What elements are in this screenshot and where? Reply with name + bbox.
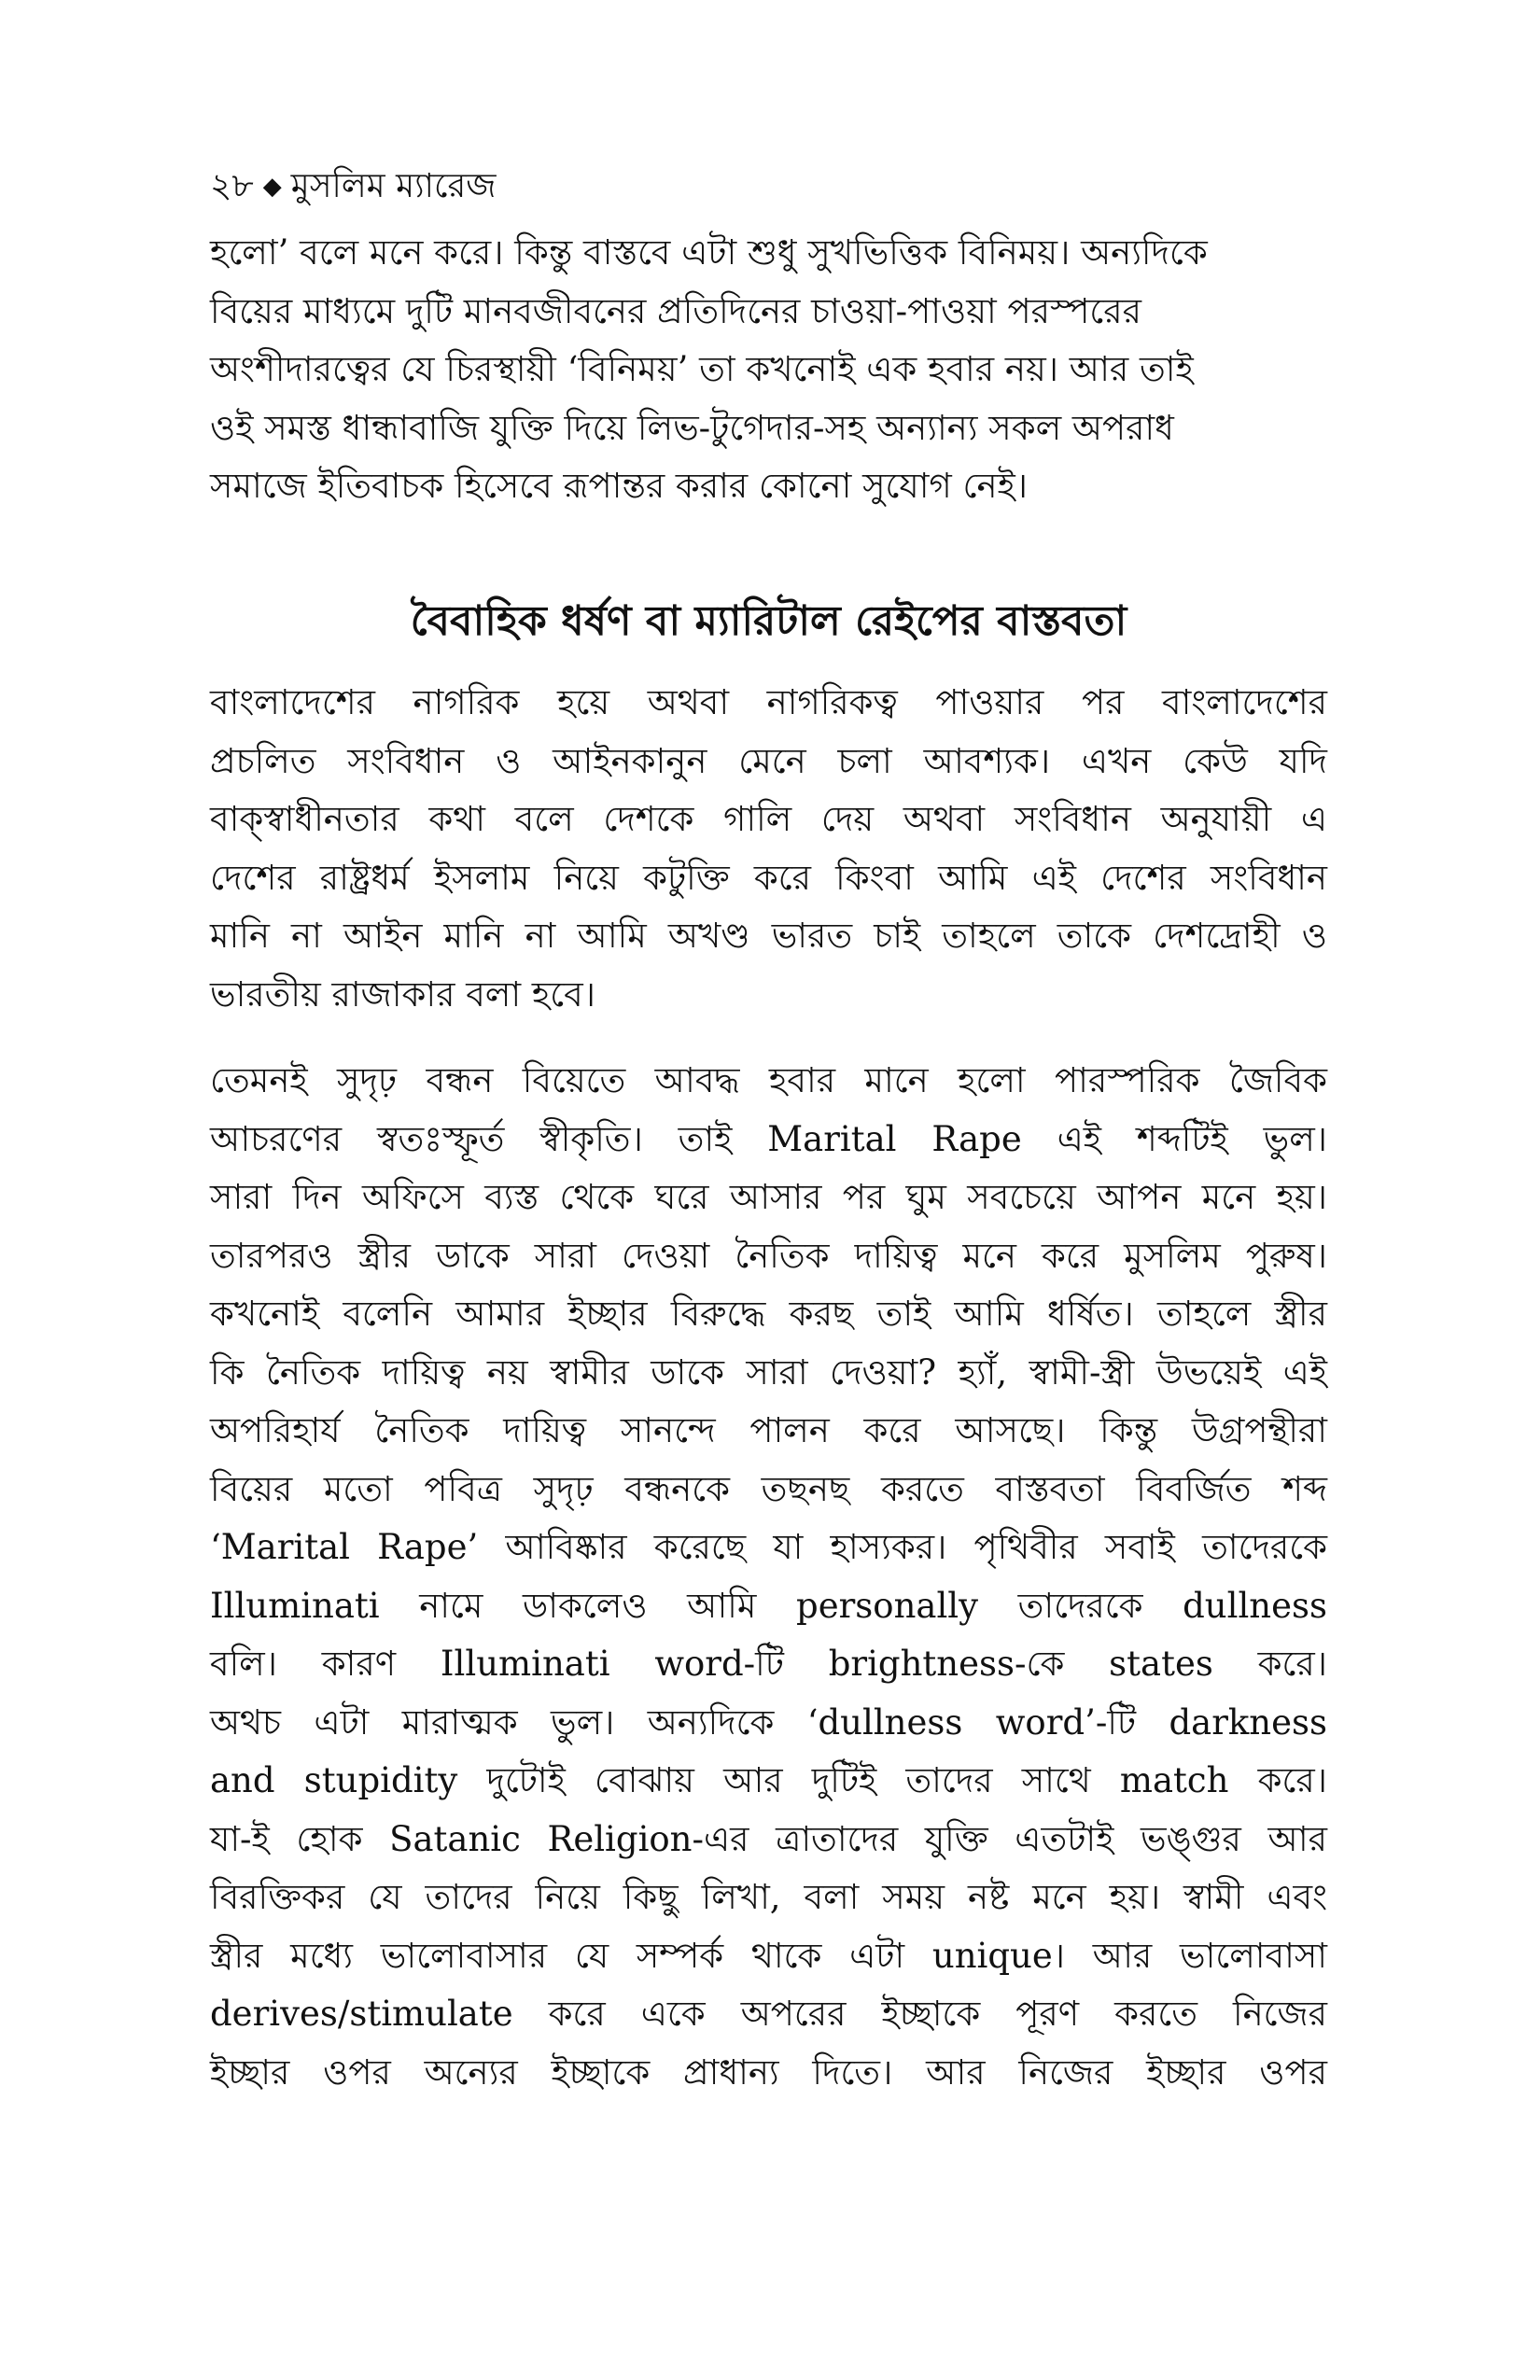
text-line: ওই সমস্ত ধান্ধাবাজি যুক্তি দিয়ে লিভ-টুগেদার-সহ অন্যান্য সকল অপরাধ bbox=[210, 407, 1174, 448]
text-line: মানি না আইন মানি না আমি অখণ্ড ভারত চাই তাহলে তাকে দেশদ্রোহী ও bbox=[210, 916, 1327, 956]
diamond-separator-icon: ◆ bbox=[262, 173, 282, 201]
text-line: তারপরও স্ত্রীর ডাকে সারা দেওয়া নৈতিক দায়িত্ব মনে করে মুসলিম পুরুষ। bbox=[210, 1235, 1327, 1276]
paragraph-3 bbox=[210, 1052, 1327, 2102]
paragraph-text bbox=[210, 674, 1327, 1024]
text-line: দেশের রাষ্ট্রধর্ম ইসলাম নিয়ে কটুক্তি করে কিংবা আমি এই দেশের সংবিধান bbox=[210, 857, 1327, 898]
text-line: ইচ্ছার ওপর অন্যের ইচ্ছাকে প্রাধান্য দিতে। আর নিজের ইচ্ছার ওপর bbox=[210, 2051, 1327, 2093]
text-line: সারা দিন অফিসে ব্যস্ত থেকে ঘরে আসার পর ঘুম সবচেয়ে আপন মনে হয়। bbox=[210, 1177, 1327, 1217]
paragraph-text bbox=[210, 224, 1327, 516]
text-line: বাক্স্বাধীনতার কথা বলে দেশকে গালি দেয় অথবা সংবিধান অনুযায়ী এ bbox=[210, 799, 1327, 839]
text-line: যা-ই হোক Satanic Religion-এর ত্রাতাদের যুক্তি এতটাই ভঙ্গুর আর bbox=[210, 1818, 1327, 1859]
paragraph-text bbox=[210, 1052, 1327, 2102]
text-line: প্রচলিত সংবিধান ও আইনকানুন মেনে চলা আবশ্যক। এখন কেউ যদি bbox=[210, 740, 1327, 781]
text-line: অংশীদারত্বের যে চিরস্থায়ী ‘বিনিময়’ তা কখনোই এক হবার নয়। আর তাই bbox=[210, 349, 1194, 389]
page-number: ২৮ bbox=[210, 167, 254, 205]
text-line-last: সমাজে ইতিবাচক হিসেবে রূপান্তর করার কোনো সুযোগ নেই। bbox=[210, 466, 1029, 506]
text-line: and stupidity দুটোই বোঝায় আর দুটিই তাদের সাথে match করে। bbox=[210, 1760, 1327, 1800]
text-line: তেমনই সুদৃঢ় বন্ধন বিয়েতে আবদ্ধ হবার মানে হলো পারস্পরিক জৈবিক bbox=[210, 1060, 1327, 1100]
text-line: Illuminati নামে ডাকলেও আমি personally তাদেরকে dullness bbox=[210, 1585, 1327, 1626]
text-line: অপরিহার্য নৈতিক দায়িত্ব সানন্দে পালন করে আসছে। কিন্তু উগ্রপন্থীরা bbox=[210, 1410, 1327, 1450]
text-line: কি নৈতিক দায়িত্ব নয় স্বামীর ডাকে সারা দেওয়া? হ্যাঁ, স্বামী-স্ত্রী উভয়েই এই bbox=[210, 1351, 1327, 1393]
running-header bbox=[210, 166, 496, 210]
section-heading: বৈবাহিক ধর্ষণ বা ম্যারিটাল রেইপের বাস্তবতা bbox=[410, 597, 1127, 645]
text-line: ‘Marital Rape’ আবিষ্কার করেছে যা হাস্যকর। পৃথিবীর সবাই তাদেরকে bbox=[210, 1527, 1327, 1567]
text-line: বাংলাদেশের নাগরিক হয়ে অথবা নাগরিকত্ব পাওয়ার পর বাংলাদেশের bbox=[210, 682, 1327, 722]
text-line: স্ত্রীর মধ্যে ভালোবাসার যে সম্পর্ক থাকে এটা unique। আর ভালোবাসা bbox=[210, 1935, 1327, 1976]
text-line: বলি। কারণ Illuminati word-টি brightness-কে states করে। bbox=[210, 1644, 1327, 1684]
text-line: আচরণের স্বতঃস্ফূর্ত স্বীকৃতি। তাই Marital Rape এই শব্দটিই ভুল। bbox=[210, 1118, 1327, 1159]
text-line: অথচ এটা মারাত্মক ভুল। অন্যদিকে ‘dullness word’-টি darkness bbox=[210, 1701, 1327, 1743]
text-line: বিয়ের মাধ্যমে দুটি মানবজীবনের প্রতিদিনের চাওয়া-পাওয়া পরস্পরের bbox=[210, 290, 1141, 331]
paragraph-1 bbox=[210, 224, 1327, 516]
text-line: কখনোই বলেনি আমার ইচ্ছার বিরুদ্ধে করছ তাই আমি ধর্ষিত। তাহলে স্ত্রীর bbox=[210, 1294, 1327, 1334]
text-line-last: ভারতীয় রাজাকার বলা হবে। bbox=[210, 973, 595, 1015]
text-line: হলো’ বলে মনে করে। কিন্তু বাস্তবে এটা শুধু সুখভিত্তিক বিনিময়। অন্যদিকে bbox=[210, 232, 1208, 273]
paragraph-2 bbox=[210, 674, 1327, 1024]
text-line: derives/stimulate করে একে অপরের ইচ্ছাকে পূরণ করতে নিজের bbox=[210, 1994, 1327, 2034]
book-title: মুসলিম ম্যারেজ bbox=[290, 167, 497, 205]
text-line: বিয়ের মতো পবিত্র সুদৃঢ় বন্ধনকে তছনছ করতে বাস্তবতা বিবর্জিত শব্দ bbox=[210, 1468, 1327, 1509]
text-line: বিরক্তিকর যে তাদের নিয়ে কিছু লিখা, বলা সময় নষ্ট মনে হয়। স্বামী এবং bbox=[210, 1877, 1327, 1917]
